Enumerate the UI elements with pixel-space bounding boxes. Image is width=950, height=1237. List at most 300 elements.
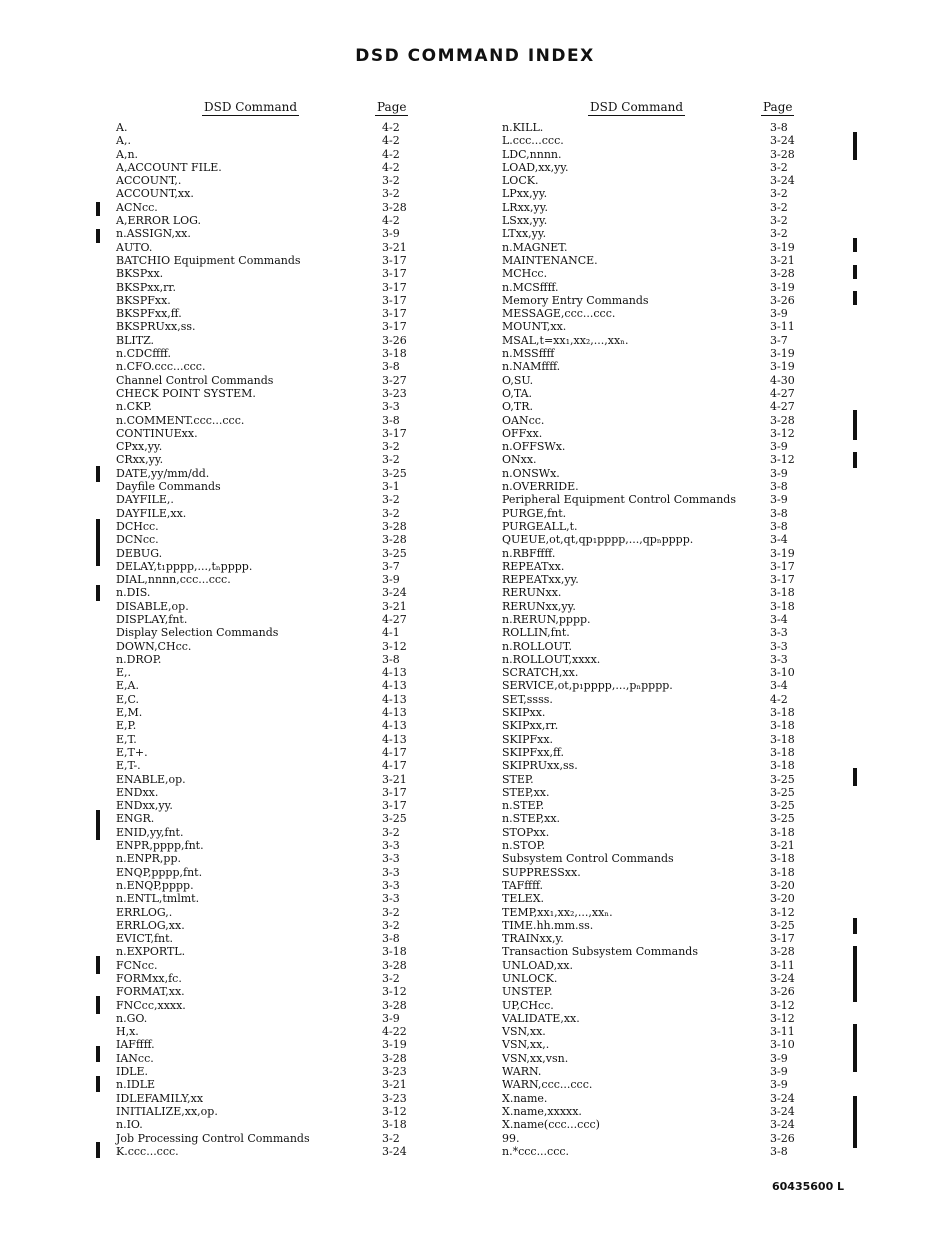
command-name: ERRLOG,. xyxy=(116,905,173,919)
page-reference: 3-3 xyxy=(382,852,400,866)
command-name: LPxx,yy. xyxy=(502,187,548,201)
page-reference: 3-17 xyxy=(382,253,407,267)
index-entry xyxy=(502,440,832,453)
command-name: FORMAT,xx. xyxy=(116,985,185,999)
command-name: n.OFFSWx. xyxy=(502,440,566,454)
page-reference: 3-9 xyxy=(770,440,788,454)
page-reference: 3-18 xyxy=(382,1118,407,1132)
command-name: STEP. xyxy=(502,772,534,786)
page-reference: 3-28 xyxy=(382,998,407,1012)
index-entry xyxy=(116,254,446,267)
page-reference: 3-3 xyxy=(770,639,788,653)
index-entry xyxy=(116,1078,446,1091)
command-name: PURGE,fnt. xyxy=(502,506,567,520)
command-name: ACCOUNT,xx. xyxy=(116,187,194,201)
index-entry xyxy=(502,826,832,839)
page-reference: 3-2 xyxy=(382,1131,400,1145)
command-name: ENDxx,yy. xyxy=(116,799,173,813)
page-reference: 3-2 xyxy=(382,905,400,919)
left-command-header: DSD Command xyxy=(204,100,298,114)
page-reference: 3-2 xyxy=(770,187,788,201)
command-name: STEP,xx. xyxy=(502,785,550,799)
command-name: Display Selection Commands xyxy=(116,626,279,640)
command-name: n.EXPORTL. xyxy=(116,945,186,959)
index-entry xyxy=(116,560,446,573)
index-entry xyxy=(502,134,832,147)
command-name: SKIPFxx,ff. xyxy=(502,745,564,759)
index-entry xyxy=(116,241,446,254)
command-name: A,ACCOUNT FILE. xyxy=(116,160,222,174)
page-reference: 3-2 xyxy=(382,918,400,932)
index-entry xyxy=(502,161,832,174)
index-entry xyxy=(502,374,832,387)
page-reference: 3-28 xyxy=(770,945,795,959)
change-bar xyxy=(96,585,100,601)
index-entry xyxy=(116,1052,446,1065)
index-entry xyxy=(502,600,832,613)
index-entry xyxy=(502,187,832,200)
command-name: H,x. xyxy=(116,1025,139,1039)
command-name: UNSTEP. xyxy=(502,985,553,999)
document-number: 60435600 L xyxy=(772,1180,845,1193)
index-entry xyxy=(502,773,832,786)
change-bar xyxy=(853,291,857,305)
page-reference: 3-12 xyxy=(770,426,795,440)
index-entry xyxy=(116,759,446,772)
index-entry xyxy=(502,1038,832,1051)
index-entry xyxy=(116,374,446,387)
index-entry xyxy=(502,666,832,679)
command-name: IANcc. xyxy=(116,1051,154,1065)
index-entry xyxy=(502,932,832,945)
page-reference: 3-18 xyxy=(770,706,795,720)
command-name: VSN,xx,. xyxy=(502,1038,550,1052)
index-entry xyxy=(502,879,832,892)
command-name: ENPR,pppp,fnt. xyxy=(116,839,204,853)
page-reference: 3-28 xyxy=(770,267,795,281)
command-name: n.CKP. xyxy=(116,400,152,414)
index-entry xyxy=(116,493,446,506)
index-entry xyxy=(502,613,832,626)
index-entry xyxy=(502,706,832,719)
index-entry xyxy=(502,640,832,653)
index-entry xyxy=(116,626,446,639)
page-reference: 4-17 xyxy=(382,745,407,759)
index-entry xyxy=(116,520,446,533)
command-name: CRxx,yy. xyxy=(116,453,164,467)
index-entry xyxy=(502,520,832,533)
index-entry xyxy=(116,334,446,347)
index-entry xyxy=(502,347,832,360)
page-reference: 3-24 xyxy=(770,972,795,985)
page-reference: 3-18 xyxy=(770,599,795,613)
command-name: INITIALIZE,xx,op. xyxy=(116,1104,218,1118)
page-reference: 3-2 xyxy=(382,187,400,201)
page-reference: 3-21 xyxy=(382,772,407,786)
command-name: DCNcc. xyxy=(116,533,159,547)
command-name: BKSPxx. xyxy=(116,267,164,281)
command-name: L.ccc...ccc. xyxy=(502,134,564,148)
command-name: TIME.hh.mm.ss. xyxy=(502,918,594,932)
page-reference: 3-4 xyxy=(770,533,788,547)
page-reference: 3-3 xyxy=(770,626,788,640)
page-reference: 3-7 xyxy=(770,333,788,347)
page-reference: 3-17 xyxy=(382,785,407,799)
index-entry xyxy=(116,507,446,520)
command-name: WARN,ccc...ccc. xyxy=(502,1078,593,1092)
command-name: DAYFILE,. xyxy=(116,493,174,507)
page-reference: 3-24 xyxy=(770,1104,795,1118)
page-reference: 3-21 xyxy=(770,839,795,853)
page-reference: 3-17 xyxy=(382,293,407,307)
command-name: SUPPRESSxx. xyxy=(502,865,581,879)
page-reference: 3-2 xyxy=(382,972,400,985)
index-entry xyxy=(116,1038,446,1051)
command-name: CPxx,yy. xyxy=(116,440,163,454)
command-name: ACNcc. xyxy=(116,200,158,214)
page-reference: 4-2 xyxy=(382,160,400,174)
index-entry xyxy=(116,919,446,932)
index-entry xyxy=(502,919,832,932)
page-reference: 3-12 xyxy=(770,453,795,467)
page-reference: 3-8 xyxy=(382,413,400,427)
command-name: O,TR. xyxy=(502,400,533,414)
index-entry xyxy=(116,1065,446,1078)
page-reference: 3-18 xyxy=(770,745,795,759)
command-name: VSN,xx. xyxy=(502,1025,546,1039)
command-name: X.name,xxxxx. xyxy=(502,1104,582,1118)
command-name: MOUNT,xx. xyxy=(502,320,567,334)
change-bar xyxy=(853,132,857,160)
page-reference: 3-8 xyxy=(770,480,788,494)
page-reference: 3-8 xyxy=(382,932,400,946)
command-name: n.ROLLOUT. xyxy=(502,639,572,653)
command-name: n.ENQP,pppp. xyxy=(116,878,194,892)
index-entry xyxy=(116,866,446,879)
page-reference: 3-28 xyxy=(770,413,795,427)
page-reference: 3-28 xyxy=(770,147,795,161)
page-reference: 3-25 xyxy=(770,918,795,932)
command-name: LRxx,yy. xyxy=(502,200,548,214)
command-name: REPEATxx. xyxy=(502,559,565,573)
index-entry xyxy=(116,174,446,187)
right-page-header: Page xyxy=(763,100,793,114)
index-entry xyxy=(502,906,832,919)
command-name: FORMxx,fc. xyxy=(116,972,182,985)
command-name: E,A. xyxy=(116,679,139,693)
index-entry xyxy=(502,693,832,706)
command-name: A,. xyxy=(116,134,131,148)
page-reference: 3-27 xyxy=(382,373,407,387)
page-reference: 3-17 xyxy=(382,799,407,813)
page-reference: 3-18 xyxy=(770,825,795,839)
index-entry xyxy=(116,985,446,998)
page-reference: 3-8 xyxy=(382,360,400,374)
index-entry xyxy=(116,400,446,413)
page-reference: 3-23 xyxy=(382,1091,407,1105)
index-entry xyxy=(502,174,832,187)
command-name: BKSPRUxx,ss. xyxy=(116,320,196,334)
page-reference: 3-3 xyxy=(382,892,400,906)
command-name: SERVICE,ot,p₁pppp,...,pₙpppp. xyxy=(502,679,673,693)
index-entry xyxy=(116,187,446,200)
command-name: n.ROLLOUT,xxxx. xyxy=(502,652,601,666)
page-reference: 3-28 xyxy=(382,958,407,972)
page-reference: 3-9 xyxy=(382,227,400,241)
page-reference: 3-17 xyxy=(382,267,407,281)
page-reference: 3-17 xyxy=(770,559,795,573)
command-name: Dayfile Commands xyxy=(116,480,221,494)
index-entry xyxy=(116,294,446,307)
command-name: 99. xyxy=(502,1131,520,1145)
page-reference: 3-18 xyxy=(770,852,795,866)
index-entry xyxy=(116,347,446,360)
page-reference: 3-18 xyxy=(770,719,795,733)
command-name: VALIDATE,xx. xyxy=(502,1011,580,1025)
page-reference: 3-17 xyxy=(382,320,407,334)
command-name: IDLEFAMILY,xx xyxy=(116,1091,204,1105)
page-reference: 3-26 xyxy=(770,293,795,307)
command-name: n.STEP. xyxy=(502,799,545,813)
page-reference: 3-12 xyxy=(382,639,407,653)
page-reference: 3-9 xyxy=(382,1011,400,1025)
index-entry xyxy=(116,972,446,985)
page-reference: 3-2 xyxy=(382,825,400,839)
command-name: BKSPFxx. xyxy=(116,293,171,307)
page-reference: 3-19 xyxy=(382,1038,407,1052)
command-name: LTxx,yy. xyxy=(502,227,547,241)
change-bar xyxy=(853,410,857,440)
page-reference: 4-13 xyxy=(382,679,407,693)
index-entry xyxy=(502,1092,832,1105)
page-reference: 3-8 xyxy=(770,121,788,134)
page-reference: 4-2 xyxy=(382,134,400,148)
page-reference: 3-9 xyxy=(770,1051,788,1065)
page-reference: 3-20 xyxy=(770,878,795,892)
page-reference: 3-12 xyxy=(382,1104,407,1118)
index-entry xyxy=(116,440,446,453)
command-name: UP,CHcc. xyxy=(502,998,554,1012)
command-name: n.MAGNET. xyxy=(502,240,568,254)
index-entry xyxy=(116,613,446,626)
index-entry xyxy=(502,746,832,759)
command-name: DEBUG. xyxy=(116,546,163,560)
index-entry xyxy=(502,679,832,692)
change-bar xyxy=(853,452,857,468)
command-name: n.DROP. xyxy=(116,652,162,666)
index-entry xyxy=(116,1092,446,1105)
command-name: UNLOAD,xx. xyxy=(502,958,573,972)
command-name: MAINTENANCE. xyxy=(502,253,598,267)
page-reference: 3-18 xyxy=(770,759,795,773)
index-entry xyxy=(116,387,446,400)
page-reference: 3-17 xyxy=(770,932,795,946)
index-entry xyxy=(502,334,832,347)
left-page-header: Page xyxy=(377,100,407,114)
command-name: ROLLIN,fnt. xyxy=(502,626,570,640)
index-entry xyxy=(502,254,832,267)
page-reference: 3-24 xyxy=(382,1144,407,1158)
index-entry xyxy=(116,839,446,852)
index-entry xyxy=(502,360,832,373)
page-reference: 3-25 xyxy=(770,772,795,786)
index-entry xyxy=(502,400,832,413)
index-entry xyxy=(116,746,446,759)
index-entry xyxy=(116,1012,446,1025)
index-entry xyxy=(116,467,446,480)
page-reference: 3-24 xyxy=(382,586,407,600)
command-name: BATCHIO Equipment Commands xyxy=(116,253,301,267)
change-bar xyxy=(96,1076,100,1092)
index-entry xyxy=(116,414,446,427)
page-reference: 3-3 xyxy=(382,839,400,853)
change-bar xyxy=(96,956,100,974)
page-reference: 3-1 xyxy=(382,480,400,494)
page-reference: 3-28 xyxy=(382,1051,407,1065)
index-entry xyxy=(502,507,832,520)
page-reference: 3-19 xyxy=(770,546,795,560)
command-name: BKSPxx,rr. xyxy=(116,280,176,294)
index-entry xyxy=(116,121,446,134)
command-name: REPEATxx,yy. xyxy=(502,573,579,587)
command-name: MCHcc. xyxy=(502,267,548,281)
index-entry xyxy=(116,281,446,294)
page-reference: 3-19 xyxy=(770,280,795,294)
left-index-column xyxy=(116,121,446,1158)
page-reference: 3-25 xyxy=(770,785,795,799)
page-reference: 3-25 xyxy=(382,546,407,560)
page-reference: 4-30 xyxy=(770,373,795,387)
command-name: X.name. xyxy=(502,1091,548,1105)
index-entry xyxy=(116,733,446,746)
command-name: AUTO. xyxy=(116,240,153,254)
index-entry xyxy=(116,799,446,812)
page-reference: 3-2 xyxy=(382,440,400,454)
index-entry xyxy=(502,320,832,333)
page-reference: 3-4 xyxy=(770,679,788,693)
command-name: DISPLAY,fnt. xyxy=(116,612,188,626)
index-entry xyxy=(502,307,832,320)
command-name: E,M. xyxy=(116,706,143,720)
index-entry xyxy=(116,320,446,333)
page-reference: 3-19 xyxy=(770,360,795,374)
page-reference: 3-2 xyxy=(382,493,400,507)
command-name: MSAL,t=xx₁,xx₂,...,xxₙ. xyxy=(502,333,629,347)
index-entry xyxy=(502,719,832,732)
page-reference: 3-17 xyxy=(770,573,795,587)
page-reference: 3-19 xyxy=(770,240,795,254)
index-entry xyxy=(116,1145,446,1158)
index-entry xyxy=(116,161,446,174)
command-name: n.MCSffff. xyxy=(502,280,559,294)
index-entry xyxy=(116,932,446,945)
index-entry xyxy=(116,1025,446,1038)
index-entry xyxy=(116,812,446,825)
page-reference: 3-9 xyxy=(770,1078,788,1092)
index-entry xyxy=(116,906,446,919)
page-reference: 3-12 xyxy=(382,985,407,999)
index-entry xyxy=(502,945,832,958)
command-name: ENGR. xyxy=(116,812,155,826)
right-command-header: DSD Command xyxy=(590,100,684,114)
command-name: PURGEALL,t. xyxy=(502,519,578,533)
page-reference: 3-21 xyxy=(770,253,795,267)
page-reference: 4-2 xyxy=(382,214,400,228)
index-entry xyxy=(116,640,446,653)
index-entry xyxy=(502,1078,832,1091)
command-name: FCNcc. xyxy=(116,958,158,972)
command-name: Memory Entry Commands xyxy=(502,293,649,307)
index-entry xyxy=(502,959,832,972)
page-reference: 3-8 xyxy=(770,1144,788,1158)
change-bar xyxy=(853,918,857,934)
command-name: MESSAGE,ccc...ccc. xyxy=(502,307,616,321)
index-entry xyxy=(502,214,832,227)
index-entry xyxy=(502,1065,832,1078)
command-name: BKSPFxx,ff. xyxy=(116,307,182,321)
page-reference: 3-10 xyxy=(770,1038,795,1052)
index-entry xyxy=(116,999,446,1012)
command-name: n.STOP. xyxy=(502,839,546,853)
index-entry xyxy=(116,773,446,786)
index-entry xyxy=(116,201,446,214)
command-name: n.ENTL,tmlmt. xyxy=(116,892,200,906)
index-entry xyxy=(116,945,446,958)
index-entry xyxy=(116,267,446,280)
index-entry xyxy=(502,1052,832,1065)
index-entry xyxy=(502,866,832,879)
command-name: LDC,nnnn. xyxy=(502,147,562,161)
command-name: ONxx. xyxy=(502,453,537,467)
command-name: LSxx,yy. xyxy=(502,214,548,228)
index-entry xyxy=(502,653,832,666)
page-reference: 3-2 xyxy=(382,453,400,467)
index-entry xyxy=(502,533,832,546)
page-reference: 3-25 xyxy=(382,466,407,480)
command-name: Transaction Subsystem Commands xyxy=(502,945,698,959)
page-reference: 3-17 xyxy=(382,280,407,294)
index-entry xyxy=(116,826,446,839)
command-name: n.DIS. xyxy=(116,586,151,600)
change-bar xyxy=(853,1096,857,1148)
page-reference: 3-25 xyxy=(382,812,407,826)
index-entry xyxy=(116,852,446,865)
command-name: n.ONSWx. xyxy=(502,466,560,480)
command-name: n.CFO.ccc...ccc. xyxy=(116,360,206,374)
index-entry xyxy=(502,121,832,134)
index-entry xyxy=(502,733,832,746)
command-name: E,C. xyxy=(116,692,140,706)
index-entry xyxy=(502,972,832,985)
page-reference: 3-12 xyxy=(770,905,795,919)
page-reference: 3-19 xyxy=(770,347,795,361)
command-name: E,T+. xyxy=(116,745,148,759)
index-entry xyxy=(502,586,832,599)
command-name: O,SU. xyxy=(502,373,534,387)
index-entry xyxy=(116,307,446,320)
page-reference: 3-8 xyxy=(770,506,788,520)
command-name: EVICT,fnt. xyxy=(116,932,174,946)
page-reference: 3-28 xyxy=(382,533,407,547)
index-entry xyxy=(116,666,446,679)
index-entry xyxy=(116,427,446,440)
page-reference: 4-27 xyxy=(770,400,795,414)
command-name: n.IDLE xyxy=(116,1078,156,1092)
command-name: n.OVERRIDE. xyxy=(502,480,579,494)
command-name: TELEX. xyxy=(502,892,545,906)
command-name: TEMP,xx₁,xx₂,...,xxₙ. xyxy=(502,905,613,919)
index-entry xyxy=(502,786,832,799)
